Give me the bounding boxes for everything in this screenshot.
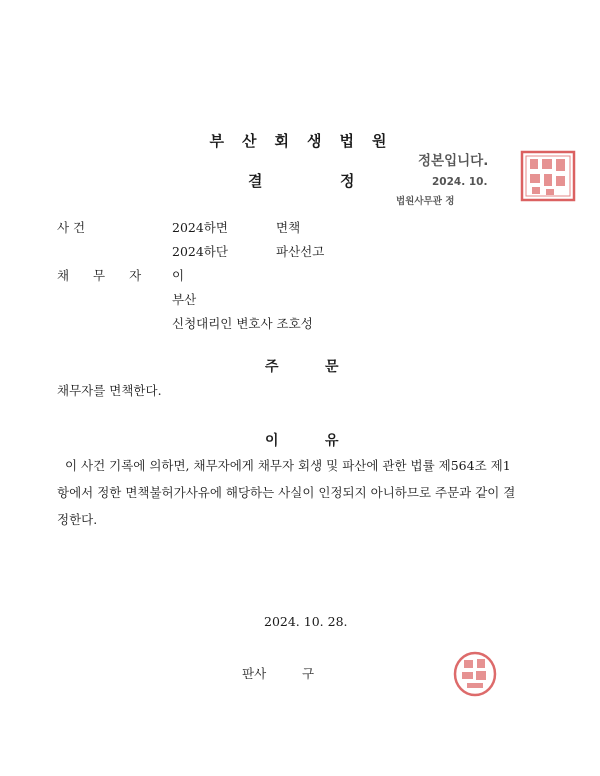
doc-type-left: 결: [248, 172, 263, 190]
court-name: 부산회생법원: [209, 132, 405, 150]
copy-stamp-date: 2024. 10.: [432, 176, 488, 188]
order-text: 채무자를 면책한다.: [57, 383, 162, 398]
judge-name: 구: [302, 666, 315, 681]
case-number-1: 2024하면: [172, 220, 228, 235]
agent: 신청대리인 변호사 조호성: [172, 316, 313, 331]
decision-date: 2024. 10. 28.: [264, 614, 348, 629]
judge-title: 판사: [242, 666, 267, 681]
order-heading-left: 주: [265, 359, 279, 375]
copy-stamp-office: 법원사무관 정: [396, 196, 455, 207]
reason-text: [57, 452, 551, 533]
reason-heading-right: 유: [325, 433, 339, 449]
judge-seal-icon: [452, 650, 498, 698]
reason-heading-left: 이: [265, 433, 279, 449]
case-number-2: 2024하단: [172, 244, 228, 259]
debtor-name: 이: [172, 268, 185, 283]
debtor-label: 채 무 자: [57, 268, 152, 283]
debtor-address: 부산: [172, 292, 197, 307]
case-type-1: 면책: [276, 220, 301, 235]
doc-type-right: 정: [340, 172, 355, 190]
copy-stamp-title: 정본입니다.: [418, 153, 489, 169]
case-type-2: 파산선고: [276, 244, 325, 259]
reason-line-2: 항에서 정한 면책불허가사유에 해당하는 사실이 인정되지 아니하므로 주문과 같이 결: [57, 485, 516, 500]
clerk-seal-icon: [520, 150, 576, 202]
case-label: 사 건: [57, 220, 86, 235]
order-heading-right: 문: [325, 359, 339, 375]
reason-line-1: 이 사건 기록에 의하면, 채무자에게 채무자 회생 및 파산에 관한 법률 제564조 제1: [57, 458, 511, 473]
reason-line-3: 정한다.: [57, 512, 98, 527]
